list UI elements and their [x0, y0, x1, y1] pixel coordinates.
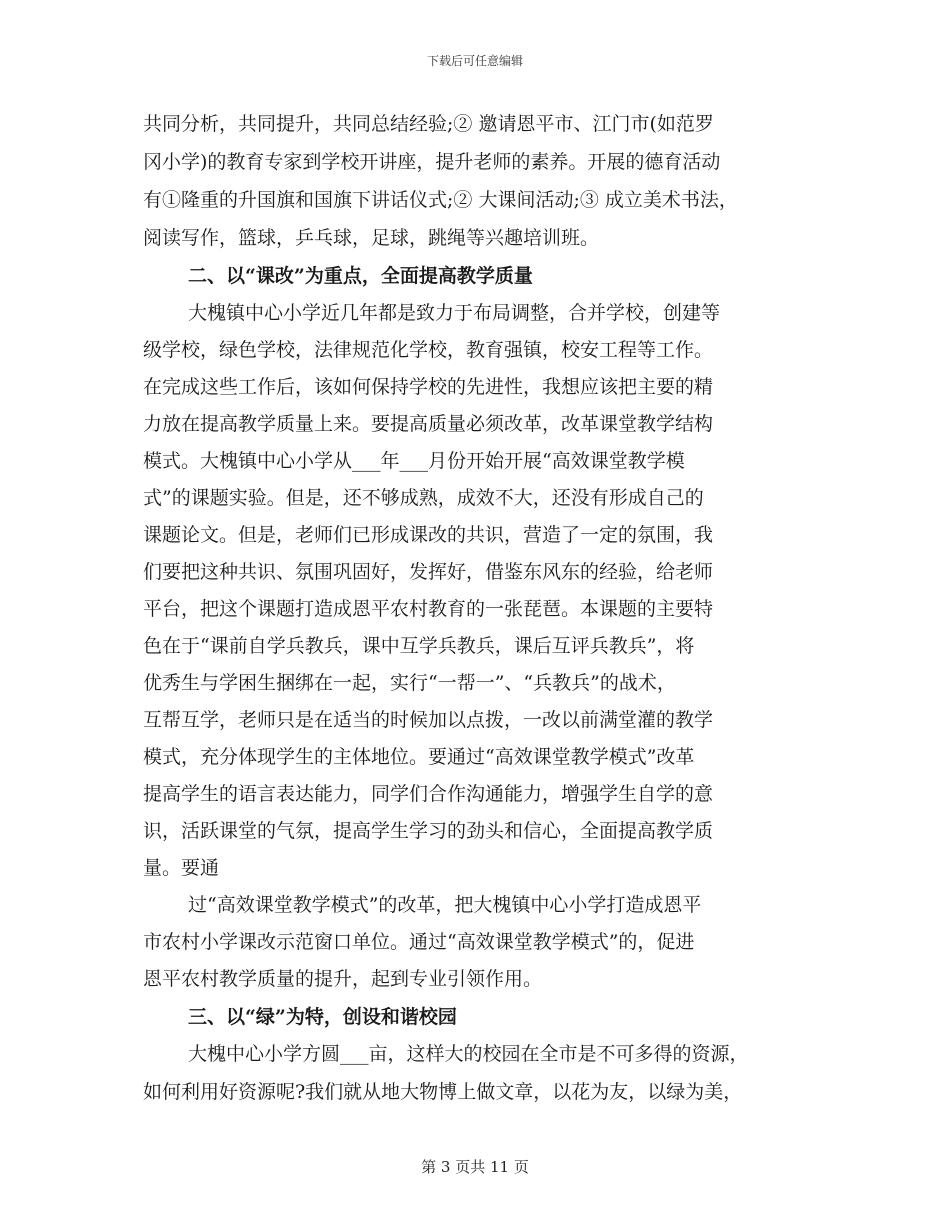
- body-line: 力放在提高教学质量上来。要提高质量必须改革，改革课堂教学结构: [143, 413, 714, 435]
- body-line: 在完成这些工作后，该如何保持学校的先进性，我想应该把主要的精: [143, 376, 714, 398]
- body-line: 有①隆重的升国旗和国旗下讲话仪式;② 大课间活动;③ 成立美术书法，: [143, 189, 738, 211]
- section-heading: 三、以“绿”为特，创设和谐校园: [188, 1006, 457, 1028]
- body-line: 阅读写作，篮球，乒乓球，足球，跳绳等兴趣培训班。: [143, 227, 600, 249]
- body-line: 过“高效课堂教学模式”的改革，把大槐镇中心小学打造成恩平: [188, 894, 702, 916]
- page-header: 下载后可任意编辑: [426, 54, 523, 68]
- body-line: 冈小学)的教育专家到学校开讲座，提升老师的素养。开展的德育活动: [143, 151, 721, 173]
- section-heading: 二、以“课改”为重点，全面提高教学质量: [188, 265, 533, 287]
- body-line: 互帮互学，老师只是在适当的时候加以点拨，一改以前满堂灌的教学: [143, 709, 714, 731]
- body-line: 大槐镇中心小学近几年都是致力于布局调整，合并学校，创建等: [188, 302, 721, 324]
- body-line: 级学校，绿色学校，法律规范化学校，教育强镇，校安工程等工作。: [143, 339, 714, 361]
- body-line: 市农村小学课改示范窗口单位。通过“高效课堂教学模式”的，促进: [143, 931, 695, 953]
- body-line: 大槐中心小学方圆___亩，这样大的校园在全市是不可多得的资源，: [188, 1043, 749, 1065]
- body-line: 如何利用好资源呢?我们就从地大物博上做文章，以花为友，以绿为美，: [143, 1081, 743, 1103]
- body-line: 色在于“课前自学兵教兵，课中互学兵教兵，课后互评兵教兵”，将: [143, 635, 695, 657]
- body-line: 提高学生的语言表达能力，同学们合作沟通能力，增强学生自学的意: [143, 783, 714, 805]
- body-line: 量。要通: [143, 857, 220, 879]
- body-line: 优秀生与学困生捆绑在一起，实行“一帮一”、“兵教兵”的战术，: [143, 672, 676, 694]
- body-line: 恩平农村教学质量的提升，起到专业引领作用。: [143, 968, 543, 990]
- body-line: 识，活跃课堂的气氛，提高学生学习的劲头和信心，全面提高教学质: [143, 820, 714, 842]
- body-line: 式”的课题实验。但是，还不够成熟，成效不大，还没有形成自己的: [143, 487, 704, 509]
- body-line: 平台，把这个课题打造成恩平农村教育的一张琵琶。本课题的主要特: [143, 598, 714, 620]
- body-line: 课题论文。但是，老师们已形成课改的共识，营造了一定的氛围，我: [143, 524, 714, 546]
- body-line: 们要把这种共识、氛围巩固好，发挥好，借鉴东风东的经验，给老师: [143, 561, 714, 583]
- page-footer: 第 3 页共 11 页: [421, 1158, 529, 1176]
- body-line: 模式，充分体现学生的主体地位。要通过“高效课堂教学模式”改革: [143, 746, 695, 768]
- body-line: 模式。大槐镇中心小学从___年___月份开始开展“高效课堂教学模: [143, 450, 685, 472]
- body-line: 共同分析，共同提升，共同总结经验;② 邀请恩平市、江门市(如范罗: [143, 113, 714, 135]
